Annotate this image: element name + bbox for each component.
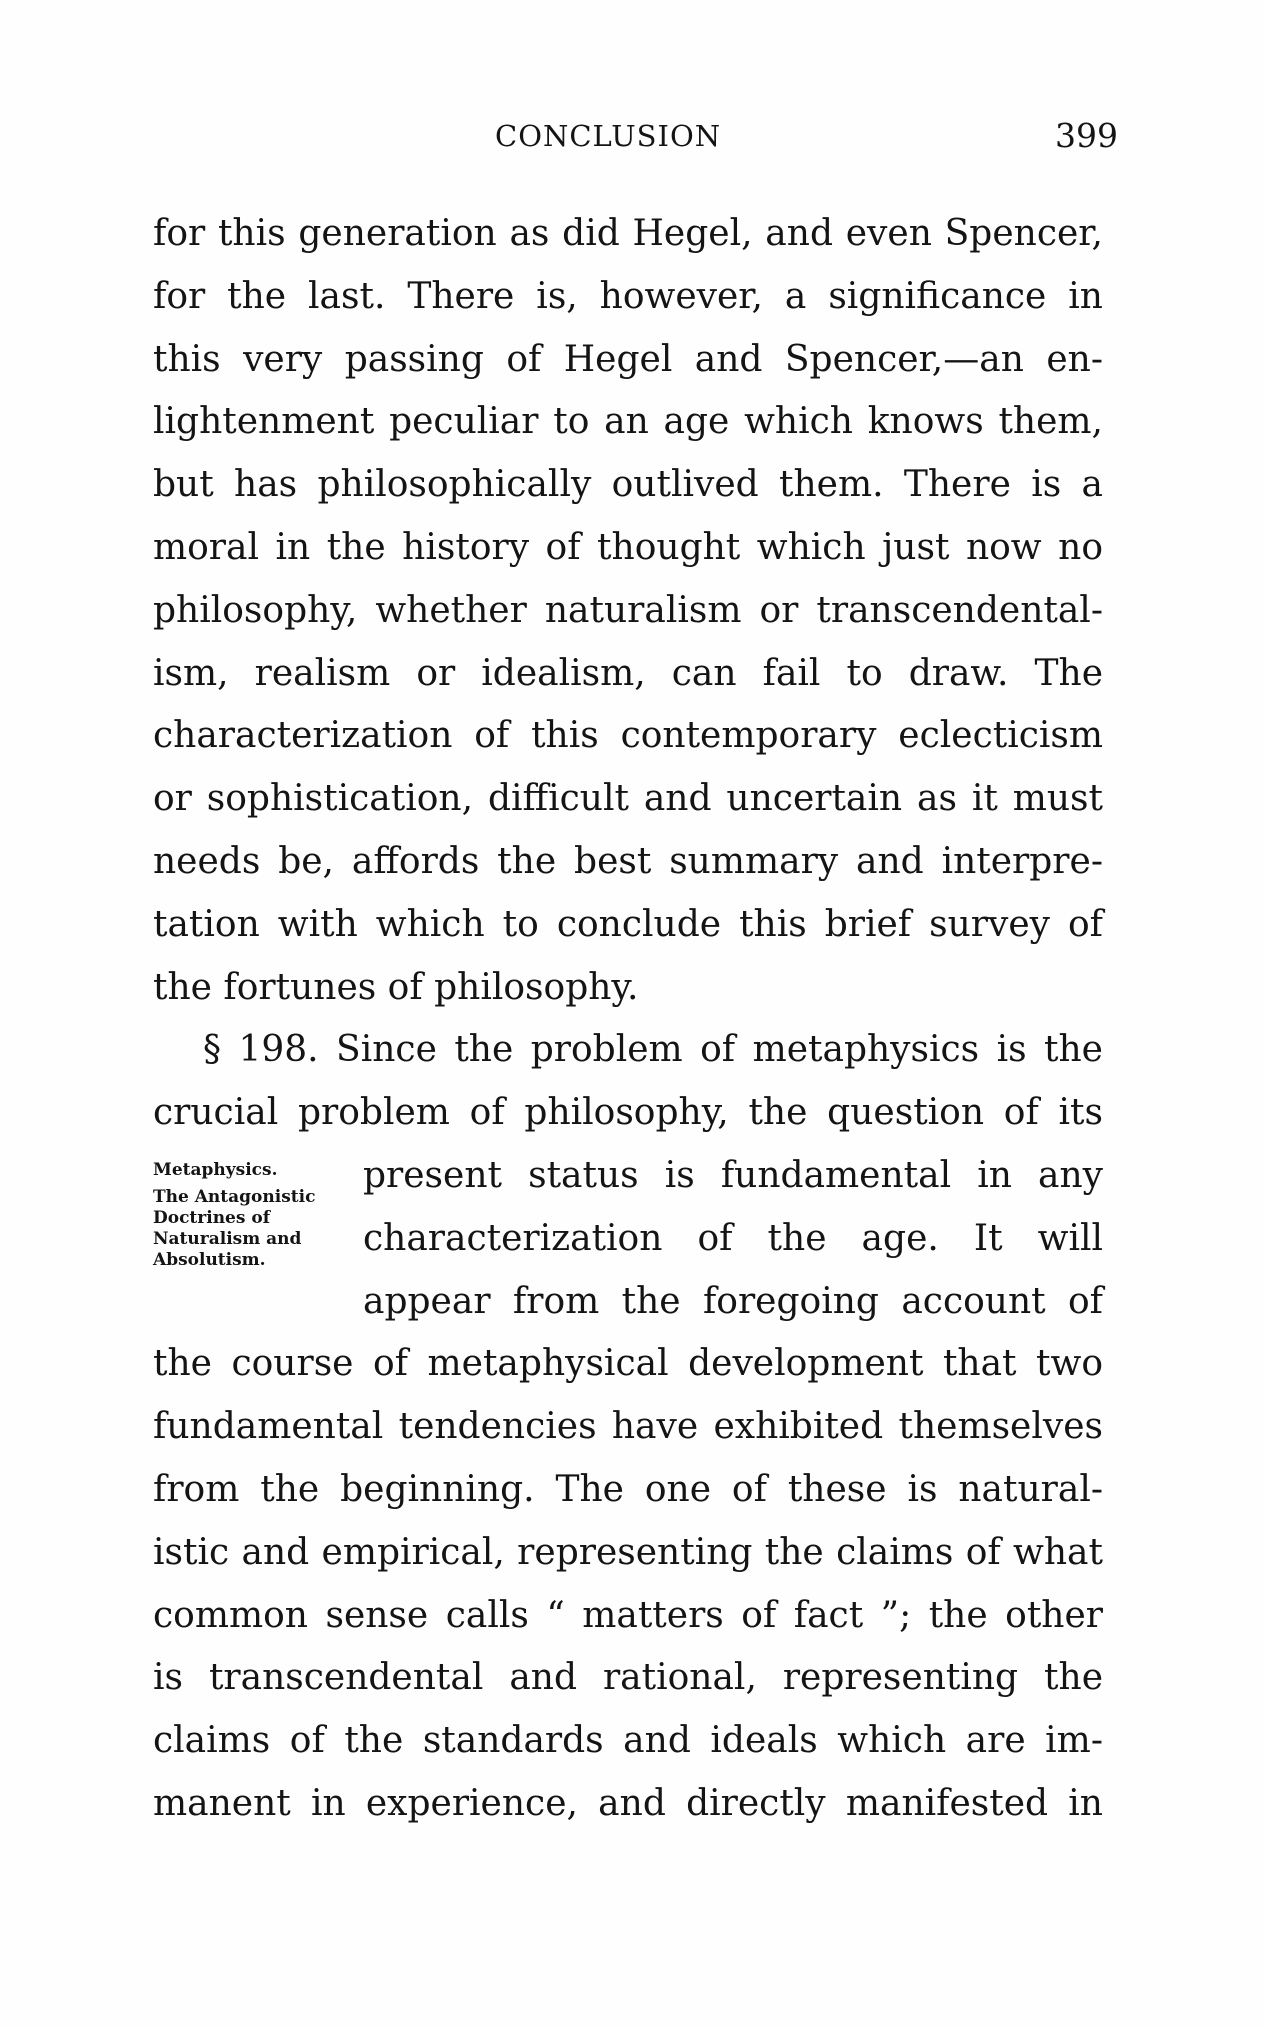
text-line: manent in experience, and directly manifested in xyxy=(153,1782,1103,1824)
text-line: present status is fundamental in any xyxy=(363,1154,1103,1196)
text-line: claims of the standards and ideals which are im- xyxy=(153,1720,1103,1762)
text-line: crucial problem of philosophy, the question of its xyxy=(153,1092,1103,1134)
text-line: lightenment peculiar to an age which knows them, xyxy=(153,401,1103,443)
running-head xyxy=(0,112,1265,160)
marginal-note-body: The Antagonistic Doctrines of Naturalism and Absolutism. xyxy=(153,1187,316,1270)
text-line: is transcendental and rational, representing the xyxy=(153,1657,1103,1699)
text-line: appear from the foregoing account of xyxy=(363,1280,1103,1322)
text-line: characterization of the age. It will xyxy=(363,1217,1103,1259)
marginal-note-title: Metaphysics. xyxy=(153,1160,278,1180)
text-line: moral in the history of thought which just now no xyxy=(153,526,1103,568)
running-title: CONCLUSION xyxy=(495,119,722,153)
text-line: this very passing of Hegel and Spencer,—an en- xyxy=(153,338,1103,380)
text-line: philosophy, whether naturalism or transcendental- xyxy=(153,589,1103,631)
text-line: istic and empirical, representing the claims of what xyxy=(153,1531,1103,1573)
text-line: from the beginning. The one of these is natural- xyxy=(153,1468,1103,1510)
text-line: common sense calls “ matters of fact ”; the other xyxy=(153,1594,1103,1636)
text-line: but has philosophically outlived them. There is a xyxy=(153,464,1103,506)
text-line: characterization of this contemporary eclecticism xyxy=(153,715,1103,757)
section-start-line: § 198. Since the problem of metaphysics is the xyxy=(203,1029,1103,1071)
text-line: tation with which to conclude this brief survey of xyxy=(153,903,1103,945)
text-line: needs be, affords the best summary and interpre- xyxy=(153,840,1103,882)
text-line: the course of metaphysical development that two xyxy=(153,1343,1103,1385)
text-line: the fortunes of philosophy. xyxy=(153,966,639,1008)
text-line: or sophistication, difficult and uncertain as it must xyxy=(153,778,1103,820)
body-text xyxy=(153,203,1103,1836)
text-line: for the last. There is, however, a significance in xyxy=(153,275,1103,317)
text-line: for this generation as did Hegel, and even Spencer, xyxy=(153,213,1103,254)
text-line: fundamental tendencies have exhibited themselves xyxy=(153,1406,1103,1448)
text-line: ism, realism or idealism, can fail to draw. The xyxy=(153,652,1103,694)
page-number: 399 xyxy=(1055,116,1118,155)
